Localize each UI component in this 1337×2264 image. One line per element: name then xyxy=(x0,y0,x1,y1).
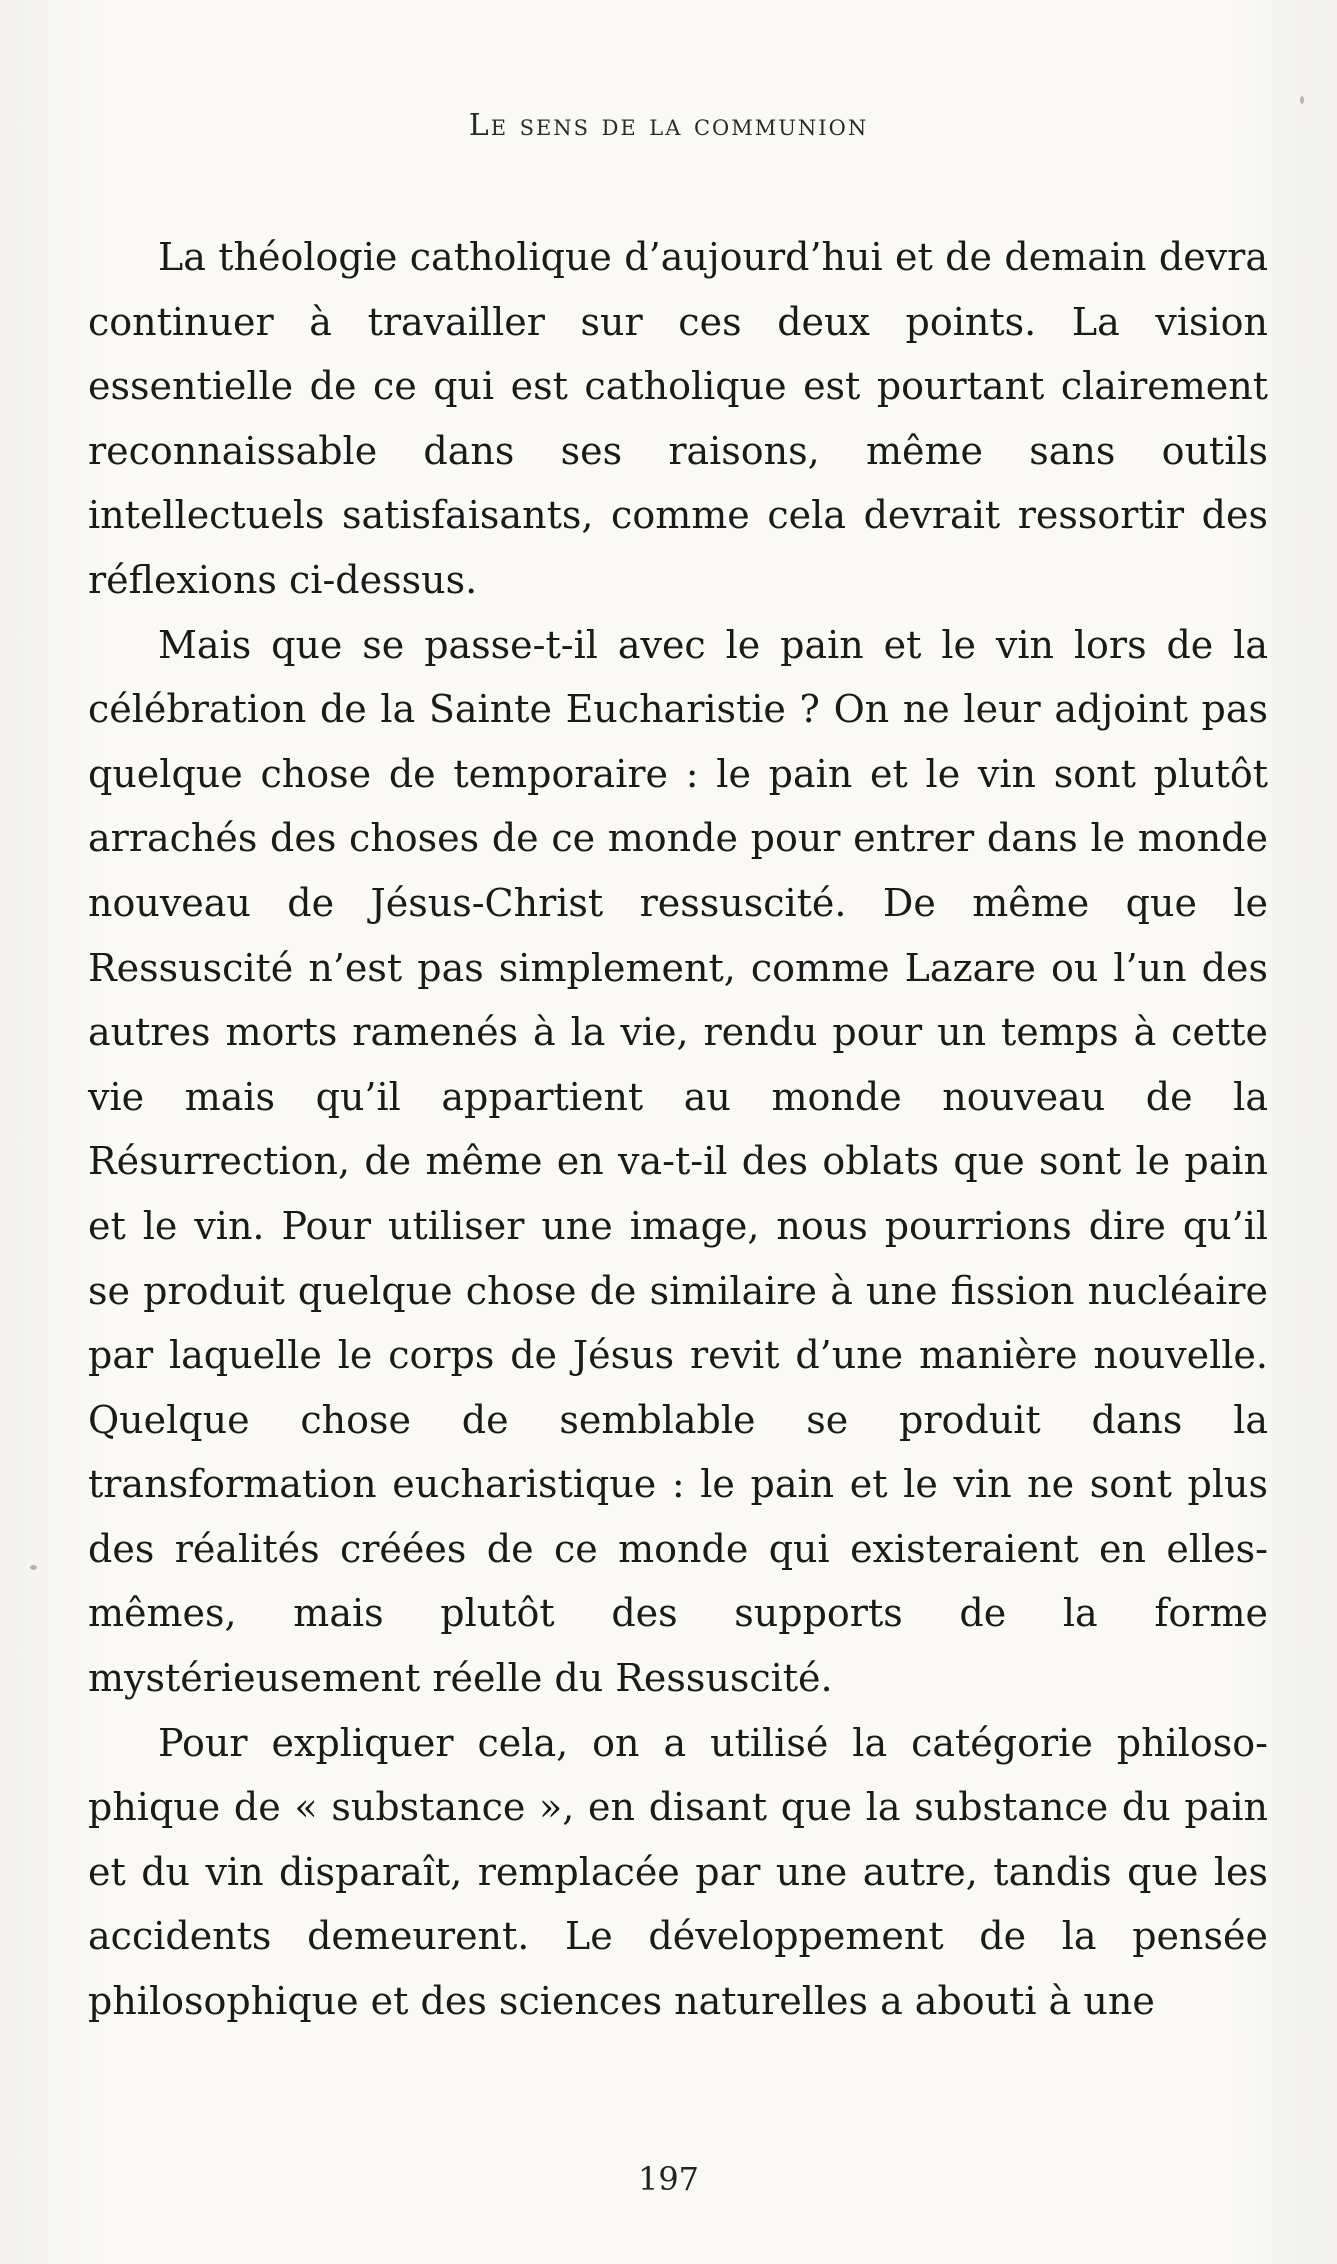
body-text xyxy=(88,225,1268,2034)
paper-speck xyxy=(30,1565,37,1570)
paragraph-1: La théologie catholique d’aujourd’hui et de demain devra continuer à travailler sur ces deux points. La vision essentielle de ce qui est catholique est pourtant clairement reconnaissable dans ses raisons, même sans outils intellectuels satisfaisants, comme cela devrait ressortir des réflexions ci-dessus. xyxy=(88,235,1268,602)
paper-speck xyxy=(1300,96,1304,104)
paragraph-3: Pour expliquer cela, on a utilisé la catégorie philosophique de « substance », en disant que la substance du pain et du vin disparaît, remplacée par une autre, tandis que les accidents demeurent. Le développement de la pensée philosophique et des sciences naturelles a abouti à une xyxy=(88,1720,1268,2024)
page-number: 197 xyxy=(637,2160,700,2198)
paragraph-2: Mais que se passe-t-il avec le pain et le vin lors de la célébration de la Sainte Eucharistie ? On ne leur adjoint pas quelque chose de temporaire : le pain et le vin sont plutôt arrachés des choses de ce monde pour entrer dans le monde nouveau de Jésus-Christ ressuscité. De même que le Ressuscité n’est pas simplement, comme Lazare ou l’un des autres morts ramenés à la vie, rendu pour un temps à cette vie mais qu’il appartient au monde nouveau de la Résurrection, de même en va-t-il des oblats que sont le pain et le vin. Pour utiliser une image, nous pourrions dire qu’il se produit quelque chose de similaire à une fission nucléaire par laquelle le corps de Jésus revit d’une manière nouvelle. Quelque chose de semblable se produit dans la transformation eucharistique : le pain et le vin ne sont plus des réalités créées de ce monde qui existeraient en elles-mêmes, mais plutôt des supports de la forme mystérieusement réelle du Ressuscité. xyxy=(88,622,1268,1701)
running-head: Le sens de la communion xyxy=(468,108,869,143)
